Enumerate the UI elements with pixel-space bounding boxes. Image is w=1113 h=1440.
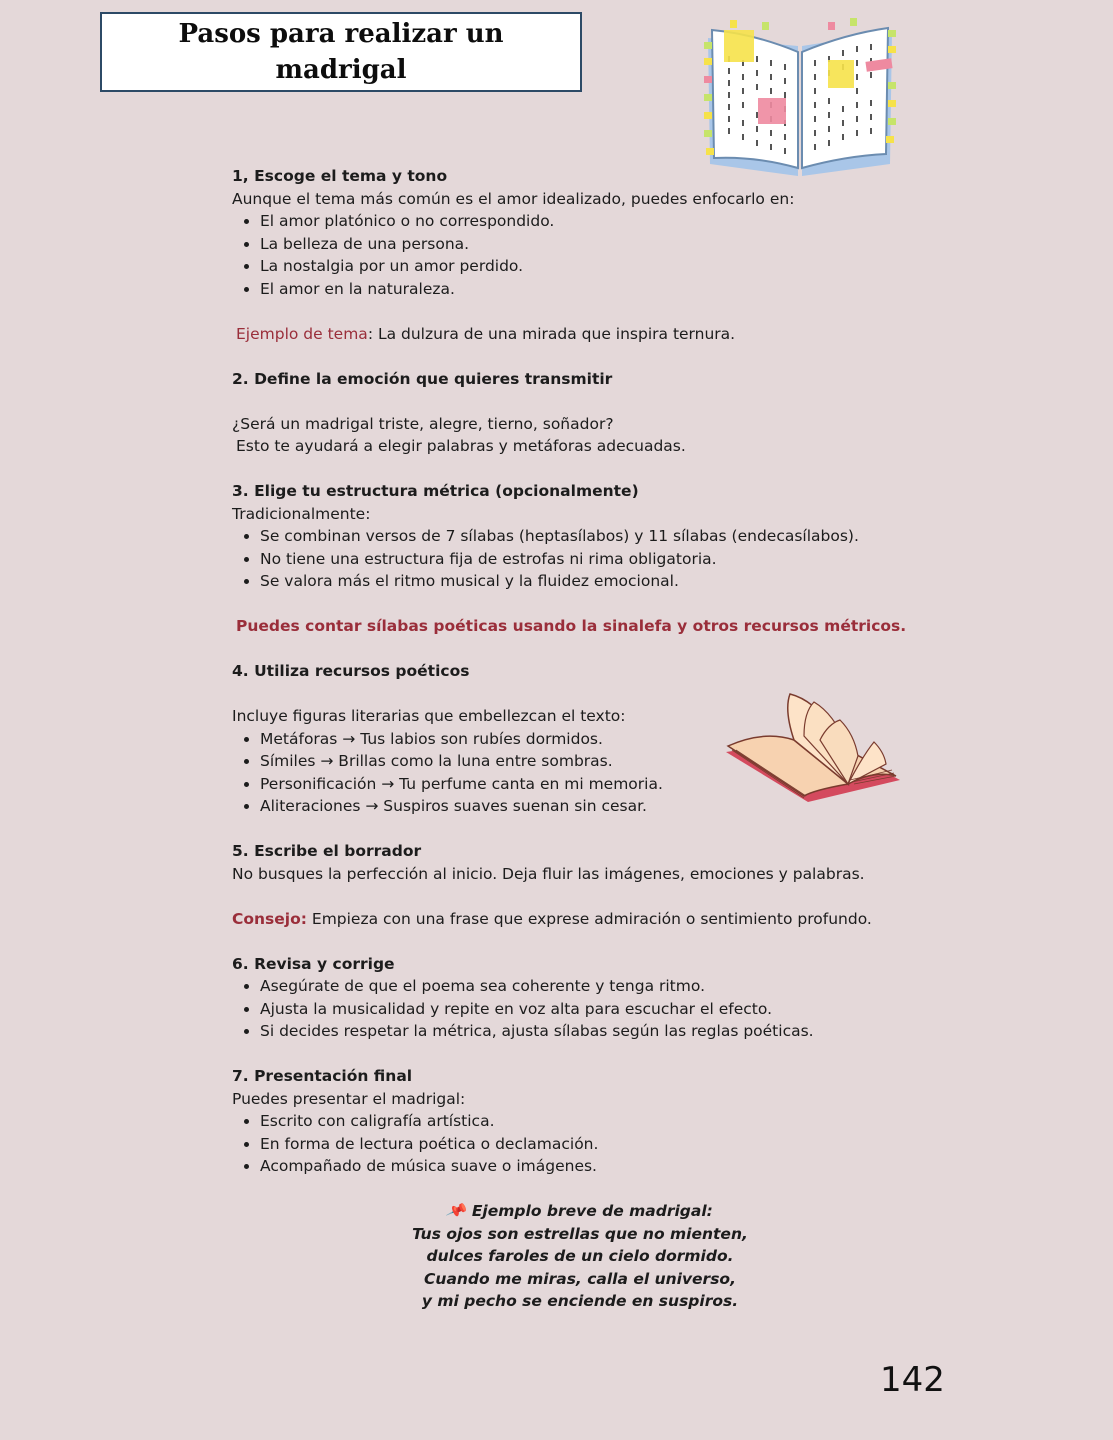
advice-label: Consejo: xyxy=(232,909,307,928)
poem-title: Ejemplo breve de madrigal: xyxy=(471,1202,713,1220)
step-6 xyxy=(232,953,932,1043)
list-item: Asegúrate de que el poema sea coherente y tenga ritmo. xyxy=(232,975,932,998)
list-item: No tiene una estructura fija de estrofas ni rima obligatoria. xyxy=(232,548,932,571)
theme-example-label: Ejemplo de tema xyxy=(236,324,368,343)
advice xyxy=(232,908,932,931)
bullet-list xyxy=(232,1110,932,1178)
step-4 xyxy=(232,660,932,818)
list-item: Metáforas → Tus labios son rubíes dormidos. xyxy=(232,728,932,751)
step-heading: 4. Utiliza recursos poéticos xyxy=(232,662,470,680)
step-2 xyxy=(232,368,932,458)
steps-content xyxy=(232,165,932,1200)
list-item: Si decides respetar la métrica, ajusta sílabas según las reglas poéticas. xyxy=(232,1020,932,1043)
list-item: Escrito con caligrafía artística. xyxy=(232,1110,932,1133)
step-1 xyxy=(232,165,932,345)
step-heading: 7. Presentación final xyxy=(232,1067,413,1085)
list-item: Se valora más el ritmo musical y la fluidez emocional. xyxy=(232,570,932,593)
poem-line: dulces faroles de un cielo dormido. xyxy=(426,1247,734,1265)
list-item: Símiles → Brillas como la luna entre sombras. xyxy=(232,750,932,773)
list-item: El amor platónico o no correspondido. xyxy=(232,210,932,233)
pushpin-icon: 📌 xyxy=(444,1199,470,1223)
bullet-list xyxy=(232,975,932,1043)
step-7 xyxy=(232,1065,932,1178)
page-title: Pasos para realizar un madrigal xyxy=(178,19,504,85)
theme-example xyxy=(232,323,932,346)
step-heading: 2. Define la emoción que quieres transmitir xyxy=(232,369,613,388)
advice-text: Empieza con una frase que exprese admiración o sentimiento profundo. xyxy=(306,909,872,928)
poem-line: y mi pecho se enciende en suspiros. xyxy=(421,1292,739,1310)
step-intro: Tradicionalmente: xyxy=(232,504,371,523)
step-heading: 6. Revisa y corrige xyxy=(232,954,395,973)
step-intro: Puedes presentar el madrigal: xyxy=(232,1089,466,1108)
poem-line: Tus ojos son estrellas que no mienten, xyxy=(412,1224,748,1243)
step-heading: 3. Elige tu estructura métrica (opcionalmente) xyxy=(232,482,639,500)
syllable-tip: Puedes contar sílabas poéticas usando la sinalefa y otros recursos métricos. xyxy=(236,617,907,635)
list-item: La nostalgia por un amor perdido. xyxy=(232,255,932,278)
list-item: Ajusta la musicalidad y repite en voz alta para escuchar el efecto. xyxy=(232,998,932,1021)
list-item: En forma de lectura poética o declamación. xyxy=(232,1133,932,1156)
bullet-list xyxy=(232,210,932,300)
bullet-list xyxy=(232,728,932,818)
poem-line: Cuando me miras, calla el universo, xyxy=(424,1269,736,1288)
open-notebook-illustration xyxy=(700,16,900,182)
page-number: 142 xyxy=(880,1360,945,1400)
step-heading: 5. Escribe el borrador xyxy=(232,842,422,860)
step-text: Esto te ayudará a elegir palabras y metáforas adecuadas. xyxy=(236,437,686,455)
step-intro: No busques la perfección al inicio. Deja fluir las imágenes, emociones y palabras. xyxy=(232,864,865,883)
list-item: Acompañado de música suave o imágenes. xyxy=(232,1155,932,1178)
list-item: Se combinan versos de 7 sílabas (heptasílabos) y 11 sílabas (endecasílabos). xyxy=(232,525,932,548)
step-text: ¿Será un madrigal triste, alegre, tierno, soñador? xyxy=(232,414,614,433)
list-item: La belleza de una persona. xyxy=(232,233,932,256)
theme-example-text: : La dulzura de una mirada que inspira ternura. xyxy=(367,324,736,343)
list-item: Personificación → Tu perfume canta en mi memoria. xyxy=(232,773,932,796)
step-heading: 1, Escoge el tema y tono xyxy=(232,167,448,185)
step-3 xyxy=(232,480,932,638)
list-item: El amor en la naturaleza. xyxy=(232,278,932,301)
madrigal-example xyxy=(380,1200,780,1313)
step-intro: Incluye figuras literarias que embellezcan el texto: xyxy=(232,707,626,725)
bullet-list xyxy=(232,525,932,593)
step-intro: Aunque el tema más común es el amor idealizado, puedes enfocarlo en: xyxy=(232,189,795,208)
title-box xyxy=(100,12,582,92)
step-5 xyxy=(232,840,932,930)
poem-title-line xyxy=(380,1200,780,1223)
list-item: Aliteraciones → Suspiros suaves suenan sin cesar. xyxy=(232,795,932,818)
